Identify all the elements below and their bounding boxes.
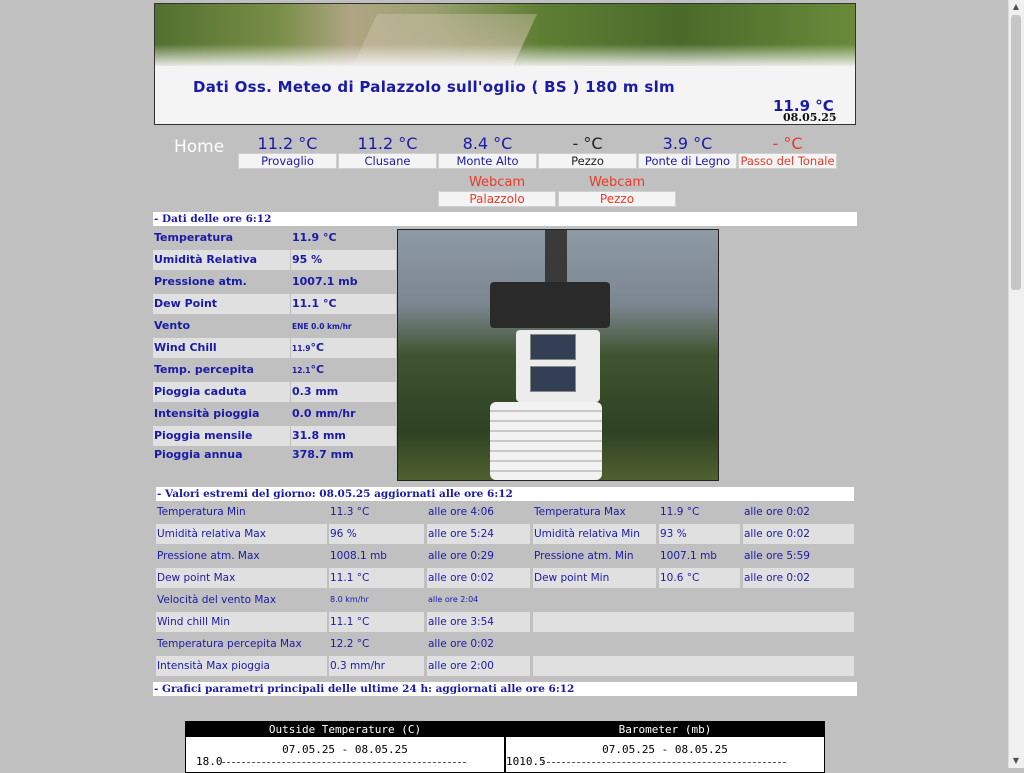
right-value: 11.9 °C (660, 506, 700, 518)
left-value: 0.3 mm/hr (329, 656, 424, 676)
left-value: 11.1 °C (329, 568, 424, 588)
chart-gridline (542, 762, 786, 763)
solar-panel (530, 366, 576, 392)
row-value: 0.0 mm/hr (292, 407, 356, 420)
chart-y-tick: 1010.5 (506, 755, 546, 768)
left-value: 1008.1 mb (330, 550, 387, 562)
station-link-passo-del-tonale[interactable] (738, 135, 837, 169)
left-time: alle ore 2:00 (427, 656, 530, 676)
webcam-name[interactable]: Palazzolo (438, 191, 556, 207)
banner-temperature: 11.9 °C (773, 97, 834, 115)
row-value: 11.9 °C (292, 231, 337, 244)
station-name[interactable]: Pezzo (538, 153, 637, 169)
row-value (291, 338, 396, 358)
webcam-link-palazzolo[interactable] (438, 175, 556, 207)
station-temperature: 3.9 °C (662, 134, 713, 153)
webcam-link-pezzo[interactable] (558, 175, 676, 207)
station-temperature: 11.2 °C (357, 134, 418, 153)
left-time: alle ore 0:02 (428, 638, 494, 650)
current-data-header: - Dati delle ore 6:12 (153, 212, 857, 226)
right-value: 10.6 °C (659, 568, 740, 588)
right-label: Dew point Min (533, 568, 656, 588)
left-value: 8.0 km/hr (330, 595, 369, 604)
row-label: Pioggia mensile (153, 426, 290, 446)
right-value: 93 % (659, 524, 740, 544)
right-empty (533, 590, 854, 610)
chart-title: Barometer (mb) (506, 722, 824, 737)
left-time: alle ore 2:04 (428, 595, 479, 604)
right-value: 1007.1 mb (660, 550, 717, 562)
table-row (153, 228, 395, 248)
row-label: Pressione atm. (154, 275, 247, 288)
solar-panel (530, 334, 576, 360)
temperature-chart (185, 721, 505, 773)
perceived-temp-value: 12.1 (292, 366, 311, 375)
left-label: Intensità Max pioggia (156, 656, 327, 676)
row-label: Temp. percepita (154, 363, 254, 376)
chart-date-range: 07.05.25 - 08.05.25 (602, 743, 728, 756)
right-empty (533, 612, 854, 632)
left-label: Temperatura Min (157, 506, 246, 518)
right-time: alle ore 0:02 (743, 568, 854, 588)
row-value (291, 360, 396, 380)
row-label: Intensità pioggia (154, 407, 260, 420)
row-value: 31.8 mm (291, 426, 396, 446)
right-label: Umidità relativa Min (533, 524, 656, 544)
station-temperature: - °C (572, 134, 603, 153)
left-time: alle ore 4:06 (428, 506, 494, 518)
station-temperature: 11.2 °C (257, 134, 318, 153)
left-label: Dew point Max (156, 568, 327, 588)
left-time: alle ore 0:29 (428, 550, 494, 562)
right-label: Pressione atm. Min (534, 550, 634, 562)
table-row (153, 316, 395, 336)
right-time: alle ore 5:59 (744, 550, 810, 562)
row-label: Pioggia annua (154, 448, 243, 461)
left-value: 11.3 °C (330, 506, 370, 518)
left-label: Wind chill Min (156, 612, 327, 632)
right-label: Temperatura Max (534, 506, 626, 518)
row-value: 95 % (291, 250, 396, 270)
table-row (153, 360, 395, 380)
barometer-chart (505, 721, 825, 773)
station-name[interactable]: Clusane (338, 153, 437, 169)
windchill-value: 11.9 (292, 344, 311, 353)
home-link[interactable]: Home (174, 137, 225, 157)
station-name[interactable]: Monte Alto (438, 153, 537, 169)
station-temperature: - °C (772, 134, 803, 153)
row-value: 378.7 mm (292, 448, 354, 461)
chart-y-tick: 18.0 (196, 755, 223, 768)
left-label: Velocità del vento Max (157, 594, 277, 606)
table-row (153, 294, 395, 314)
extremes-header: - Valori estremi del giorno: 08.05.25 aggiornati alle ore 6:12 (156, 487, 854, 501)
row-label: Umidità Relativa (153, 250, 290, 270)
station-link-provaglio[interactable] (238, 135, 337, 169)
table-row (153, 445, 395, 465)
unit-label: °C (310, 341, 325, 354)
station-link-clusane[interactable] (338, 135, 437, 169)
right-empty (533, 634, 854, 654)
banner-date: 08.05.25 (783, 111, 837, 124)
table-row (153, 404, 395, 424)
left-time: alle ore 3:54 (427, 612, 530, 632)
left-time: alle ore 5:24 (427, 524, 530, 544)
webcam-name[interactable]: Pezzo (558, 191, 676, 207)
row-value (291, 316, 396, 336)
left-value: 11.1 °C (329, 612, 424, 632)
chart-gridline (222, 762, 466, 763)
scroll-down-arrow-icon[interactable]: ▼ (1012, 756, 1020, 765)
header-banner (154, 3, 856, 125)
station-name[interactable]: Ponte di Legno (638, 153, 737, 169)
row-value: 1007.1 mb (292, 275, 358, 288)
station-link-ponte-di-legno[interactable] (638, 135, 737, 169)
station-temperature: 8.4 °C (462, 134, 513, 153)
left-value: 96 % (329, 524, 424, 544)
table-row (153, 338, 395, 358)
left-time: alle ore 0:02 (427, 568, 530, 588)
left-value: 12.2 °C (330, 638, 370, 650)
right-empty (533, 656, 854, 676)
row-label: Dew Point (153, 294, 290, 314)
row-label: Pioggia caduta (153, 382, 290, 402)
table-row (153, 250, 395, 270)
photo-mount (490, 282, 610, 328)
wind-value: ENE 0.0 km/hr (292, 322, 352, 331)
weather-station-photo (397, 229, 719, 481)
photo-radiation-shield (490, 402, 602, 480)
scrollbar-thumb[interactable] (1011, 15, 1021, 290)
scroll-up-arrow-icon[interactable]: ▲ (1012, 2, 1020, 11)
row-label: Temperatura (154, 231, 234, 244)
left-label: Pressione atm. Max (157, 550, 260, 562)
station-link-monte-alto[interactable] (438, 135, 537, 169)
table-row (153, 382, 395, 402)
table-row (153, 426, 395, 446)
station-name[interactable]: Provaglio (238, 153, 337, 169)
row-label: Vento (154, 319, 191, 332)
page-title: Dati Oss. Meteo di Palazzolo sull'oglio ( BS ) 180 m slm (193, 78, 675, 96)
unit-label: °C (310, 363, 325, 376)
chart-date-range: 07.05.25 - 08.05.25 (282, 743, 408, 756)
row-value: 0.3 mm (291, 382, 396, 402)
table-row (153, 272, 395, 292)
station-link-pezzo[interactable] (538, 135, 637, 169)
webcam-label: Webcam (468, 175, 526, 190)
webcam-label: Webcam (588, 175, 646, 190)
left-label: Umidità relativa Max (156, 524, 327, 544)
photo-solar-housing (516, 330, 600, 402)
row-label: Wind Chill (153, 338, 290, 358)
banner-fade (155, 44, 855, 68)
right-time: alle ore 0:02 (743, 524, 854, 544)
station-name[interactable]: Passo del Tonale (738, 153, 837, 169)
right-time: alle ore 0:02 (744, 506, 810, 518)
left-label: Temperatura percepita Max (157, 638, 302, 650)
chart-title: Outside Temperature (C) (186, 722, 504, 737)
row-value: 11.1 °C (291, 294, 396, 314)
graphs-header: - Grafici parametri principali delle ultime 24 h: aggiornati alle ore 6:12 (153, 682, 857, 696)
